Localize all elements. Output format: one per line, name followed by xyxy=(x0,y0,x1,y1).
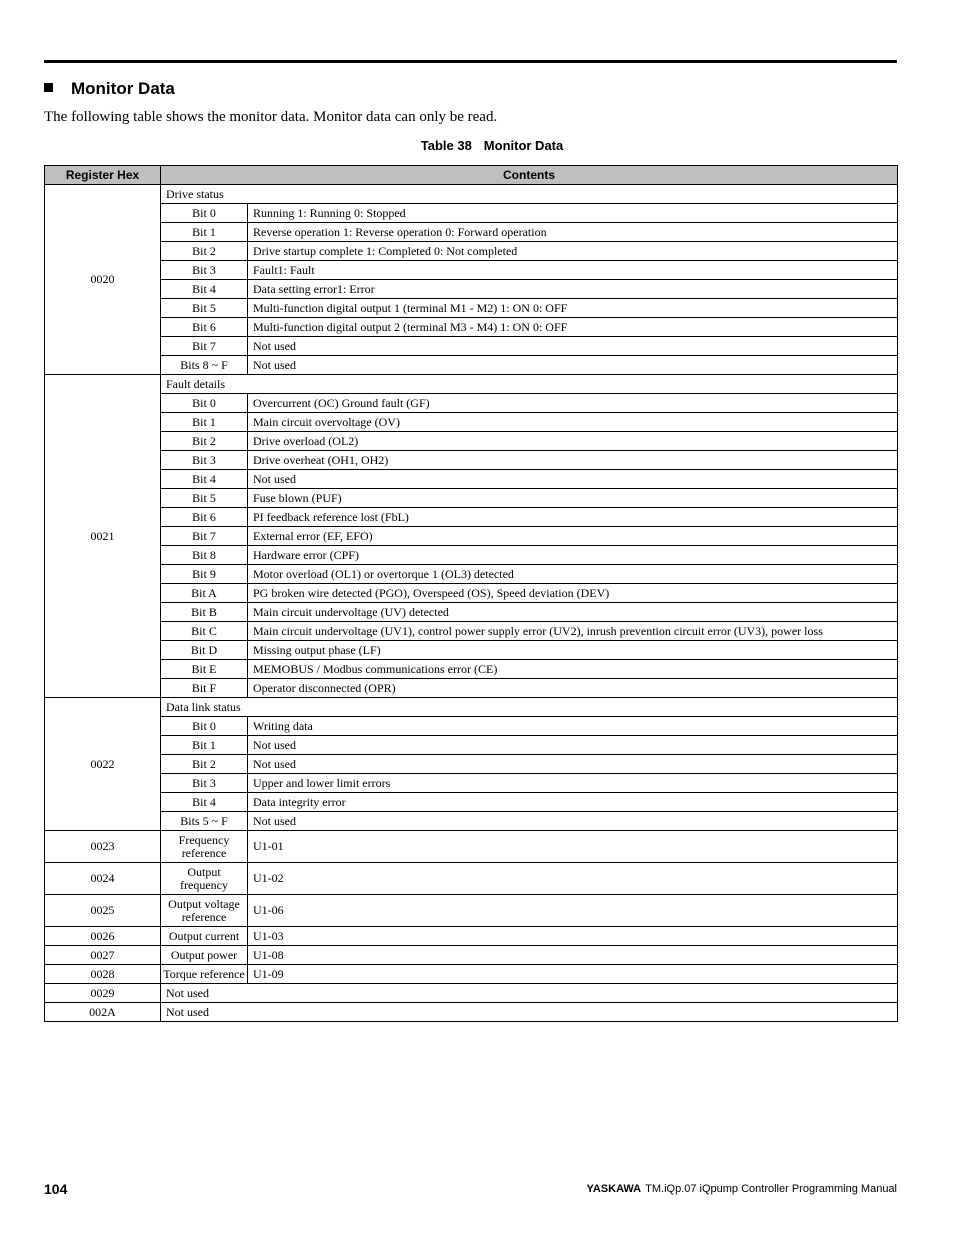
table-row xyxy=(45,508,898,527)
monitor-name-cell: Output voltage reference xyxy=(161,895,248,927)
monitor-name-cell: Frequency reference xyxy=(161,831,248,863)
bit-description-cell: Data integrity error xyxy=(248,793,898,812)
table-header-row xyxy=(45,166,898,185)
bit-cell: Bit 0 xyxy=(161,394,248,413)
table-row xyxy=(45,451,898,470)
table-row xyxy=(45,280,898,299)
monitor-name-cell: Output frequency xyxy=(161,863,248,895)
bit-description-cell: Drive overload (OL2) xyxy=(248,432,898,451)
bit-description-cell: Not used xyxy=(248,812,898,831)
table-row xyxy=(45,736,898,755)
bit-cell: Bit 1 xyxy=(161,736,248,755)
section-heading xyxy=(44,79,175,99)
table-row xyxy=(45,489,898,508)
bit-description-cell: Main circuit overvoltage (OV) xyxy=(248,413,898,432)
bit-cell: Bit B xyxy=(161,603,248,622)
bit-cell: Bit 6 xyxy=(161,508,248,527)
table-row xyxy=(45,946,898,965)
register-hex-cell: 0022 xyxy=(45,698,161,831)
page-number: 104 xyxy=(44,1181,68,1197)
bit-description-cell: Multi-function digital output 1 (terminal M1 - M2) 1: ON 0: OFF xyxy=(248,299,898,318)
bit-description-cell: Upper and lower limit errors xyxy=(248,774,898,793)
table-row xyxy=(45,432,898,451)
bit-cell: Bit 3 xyxy=(161,451,248,470)
table-caption-number: Table 38 xyxy=(420,138,472,153)
bit-cell: Bit A xyxy=(161,584,248,603)
table-row xyxy=(45,895,898,927)
top-rule xyxy=(44,60,897,63)
bit-cell: Bit 1 xyxy=(161,413,248,432)
bit-description-cell: Missing output phase (LF) xyxy=(248,641,898,660)
table-row xyxy=(45,527,898,546)
table-row xyxy=(45,831,898,863)
bit-description-cell: Hardware error (CPF) xyxy=(248,546,898,565)
bit-cell: Bit 4 xyxy=(161,470,248,489)
bit-description-cell: Operator disconnected (OPR) xyxy=(248,679,898,698)
table-row xyxy=(45,660,898,679)
table-row xyxy=(45,927,898,946)
bit-cell: Bit 7 xyxy=(161,527,248,546)
table-row xyxy=(45,413,898,432)
table-row xyxy=(45,603,898,622)
bit-description-cell: Drive overheat (OH1, OH2) xyxy=(248,451,898,470)
table-row xyxy=(45,565,898,584)
bit-description-cell: PI feedback reference lost (FbL) xyxy=(248,508,898,527)
bit-cell: Bit 2 xyxy=(161,432,248,451)
monitor-parameter-cell: U1-03 xyxy=(248,927,898,946)
bit-description-cell: Not used xyxy=(248,470,898,489)
bit-description-cell: Running 1: Running 0: Stopped xyxy=(248,204,898,223)
bit-description-cell: Overcurrent (OC) Ground fault (GF) xyxy=(248,394,898,413)
bit-cell: Bit 4 xyxy=(161,280,248,299)
bit-cell: Bit 7 xyxy=(161,337,248,356)
table-caption-title: Monitor Data xyxy=(483,138,564,153)
monitor-parameter-cell: U1-06 xyxy=(248,895,898,927)
bit-description-cell: Reverse operation 1: Reverse operation 0: Forward operation xyxy=(248,223,898,242)
bit-cell: Bit 3 xyxy=(161,261,248,280)
register-hex-cell: 0024 xyxy=(45,863,161,895)
bit-cell: Bit 9 xyxy=(161,565,248,584)
register-hex-cell: 0025 xyxy=(45,895,161,927)
bit-description-cell: Drive startup complete 1: Completed 0: Not completed xyxy=(248,242,898,261)
bit-cell: Bit 2 xyxy=(161,242,248,261)
table-row xyxy=(45,584,898,603)
table-row xyxy=(45,755,898,774)
bit-cell: Bit E xyxy=(161,660,248,679)
register-hex-cell: 0029 xyxy=(45,984,161,1003)
section-title: Monitor Data xyxy=(71,79,175,98)
table-row xyxy=(45,337,898,356)
group-title-cell: Data link status xyxy=(161,698,898,717)
bit-description-cell: Not used xyxy=(248,736,898,755)
monitor-parameter-cell: U1-02 xyxy=(248,863,898,895)
table-row xyxy=(45,679,898,698)
bit-cell: Bit 4 xyxy=(161,793,248,812)
bit-cell: Bit 3 xyxy=(161,774,248,793)
bit-description-cell: Multi-function digital output 2 (terminal M3 - M4) 1: ON 0: OFF xyxy=(248,318,898,337)
table-caption xyxy=(0,138,954,153)
table-row xyxy=(45,698,898,717)
footer-brand: YASKAWA xyxy=(586,1183,642,1195)
monitor-name-cell: Output current xyxy=(161,927,248,946)
register-hex-cell: 0020 xyxy=(45,185,161,375)
table-row xyxy=(45,863,898,895)
register-hex-cell: 0021 xyxy=(45,375,161,698)
table-row xyxy=(45,204,898,223)
bit-description-cell: PG broken wire detected (PGO), Overspeed (OS), Speed deviation (DEV) xyxy=(248,584,898,603)
bit-cell: Bit 1 xyxy=(161,223,248,242)
bit-cell: Bit 8 xyxy=(161,546,248,565)
table-row xyxy=(45,242,898,261)
bit-description-cell: Fuse blown (PUF) xyxy=(248,489,898,508)
table-row xyxy=(45,185,898,204)
table-row xyxy=(45,793,898,812)
table-row xyxy=(45,1003,898,1022)
register-hex-cell: 002A xyxy=(45,1003,161,1022)
bit-cell: Bits 8 ~ F xyxy=(161,356,248,375)
bit-cell: Bit D xyxy=(161,641,248,660)
bit-cell: Bit C xyxy=(161,622,248,641)
footer-manual-name: TM.iQp.07 iQpump Controller Programming Manual xyxy=(645,1183,897,1195)
intro-paragraph: The following table shows the monitor data. Monitor data can only be read. xyxy=(44,109,498,125)
table-row xyxy=(45,641,898,660)
bit-cell: Bit 0 xyxy=(161,717,248,736)
bit-cell: Bit 6 xyxy=(161,318,248,337)
register-hex-cell: 0028 xyxy=(45,965,161,984)
square-bullet-icon xyxy=(44,83,53,92)
group-title-cell: Fault details xyxy=(161,375,898,394)
bit-description-cell: External error (EF, EFO) xyxy=(248,527,898,546)
bit-description-cell: Fault1: Fault xyxy=(248,261,898,280)
not-used-cell: Not used xyxy=(161,1003,898,1022)
bit-description-cell: Main circuit undervoltage (UV1), control power supply error (UV2), inrush prevention circuit error (UV3), power loss xyxy=(248,622,898,641)
monitor-parameter-cell: U1-01 xyxy=(248,831,898,863)
group-title-cell: Drive status xyxy=(161,185,898,204)
bit-description-cell: Not used xyxy=(248,356,898,375)
bit-description-cell: Motor overload (OL1) or overtorque 1 (OL3) detected xyxy=(248,565,898,584)
bit-cell: Bit 2 xyxy=(161,755,248,774)
register-hex-cell: 0026 xyxy=(45,927,161,946)
table-row xyxy=(45,965,898,984)
bit-description-cell: Main circuit undervoltage (UV) detected xyxy=(248,603,898,622)
bit-description-cell: Data setting error1: Error xyxy=(248,280,898,299)
register-hex-cell: 0023 xyxy=(45,831,161,863)
table-row xyxy=(45,318,898,337)
monitor-data-table xyxy=(44,165,898,1022)
header-contents: Contents xyxy=(161,166,898,185)
monitor-name-cell: Output power xyxy=(161,946,248,965)
table-row xyxy=(45,546,898,565)
table-row xyxy=(45,470,898,489)
bit-description-cell: Not used xyxy=(248,337,898,356)
bit-cell: Bit 0 xyxy=(161,204,248,223)
table-row xyxy=(45,984,898,1003)
monitor-name-cell: Torque reference xyxy=(161,965,248,984)
register-hex-cell: 0027 xyxy=(45,946,161,965)
table-row xyxy=(45,394,898,413)
table-row xyxy=(45,223,898,242)
bit-description-cell: Not used xyxy=(248,755,898,774)
bit-description-cell: MEMOBUS / Modbus communications error (CE) xyxy=(248,660,898,679)
bit-cell: Bit F xyxy=(161,679,248,698)
monitor-parameter-cell: U1-08 xyxy=(248,946,898,965)
bit-cell: Bit 5 xyxy=(161,299,248,318)
table-row xyxy=(45,774,898,793)
bit-description-cell: Writing data xyxy=(248,717,898,736)
table-row xyxy=(45,356,898,375)
bit-cell: Bits 5 ~ F xyxy=(161,812,248,831)
table-row xyxy=(45,622,898,641)
monitor-parameter-cell: U1-09 xyxy=(248,965,898,984)
table-row xyxy=(45,717,898,736)
footer-manual-title xyxy=(587,1183,897,1195)
table-row xyxy=(45,261,898,280)
table-body xyxy=(45,185,898,1022)
table-row xyxy=(45,812,898,831)
not-used-cell: Not used xyxy=(161,984,898,1003)
table-row xyxy=(45,299,898,318)
bit-cell: Bit 5 xyxy=(161,489,248,508)
table-row xyxy=(45,375,898,394)
header-register-hex: Register Hex xyxy=(45,166,161,185)
